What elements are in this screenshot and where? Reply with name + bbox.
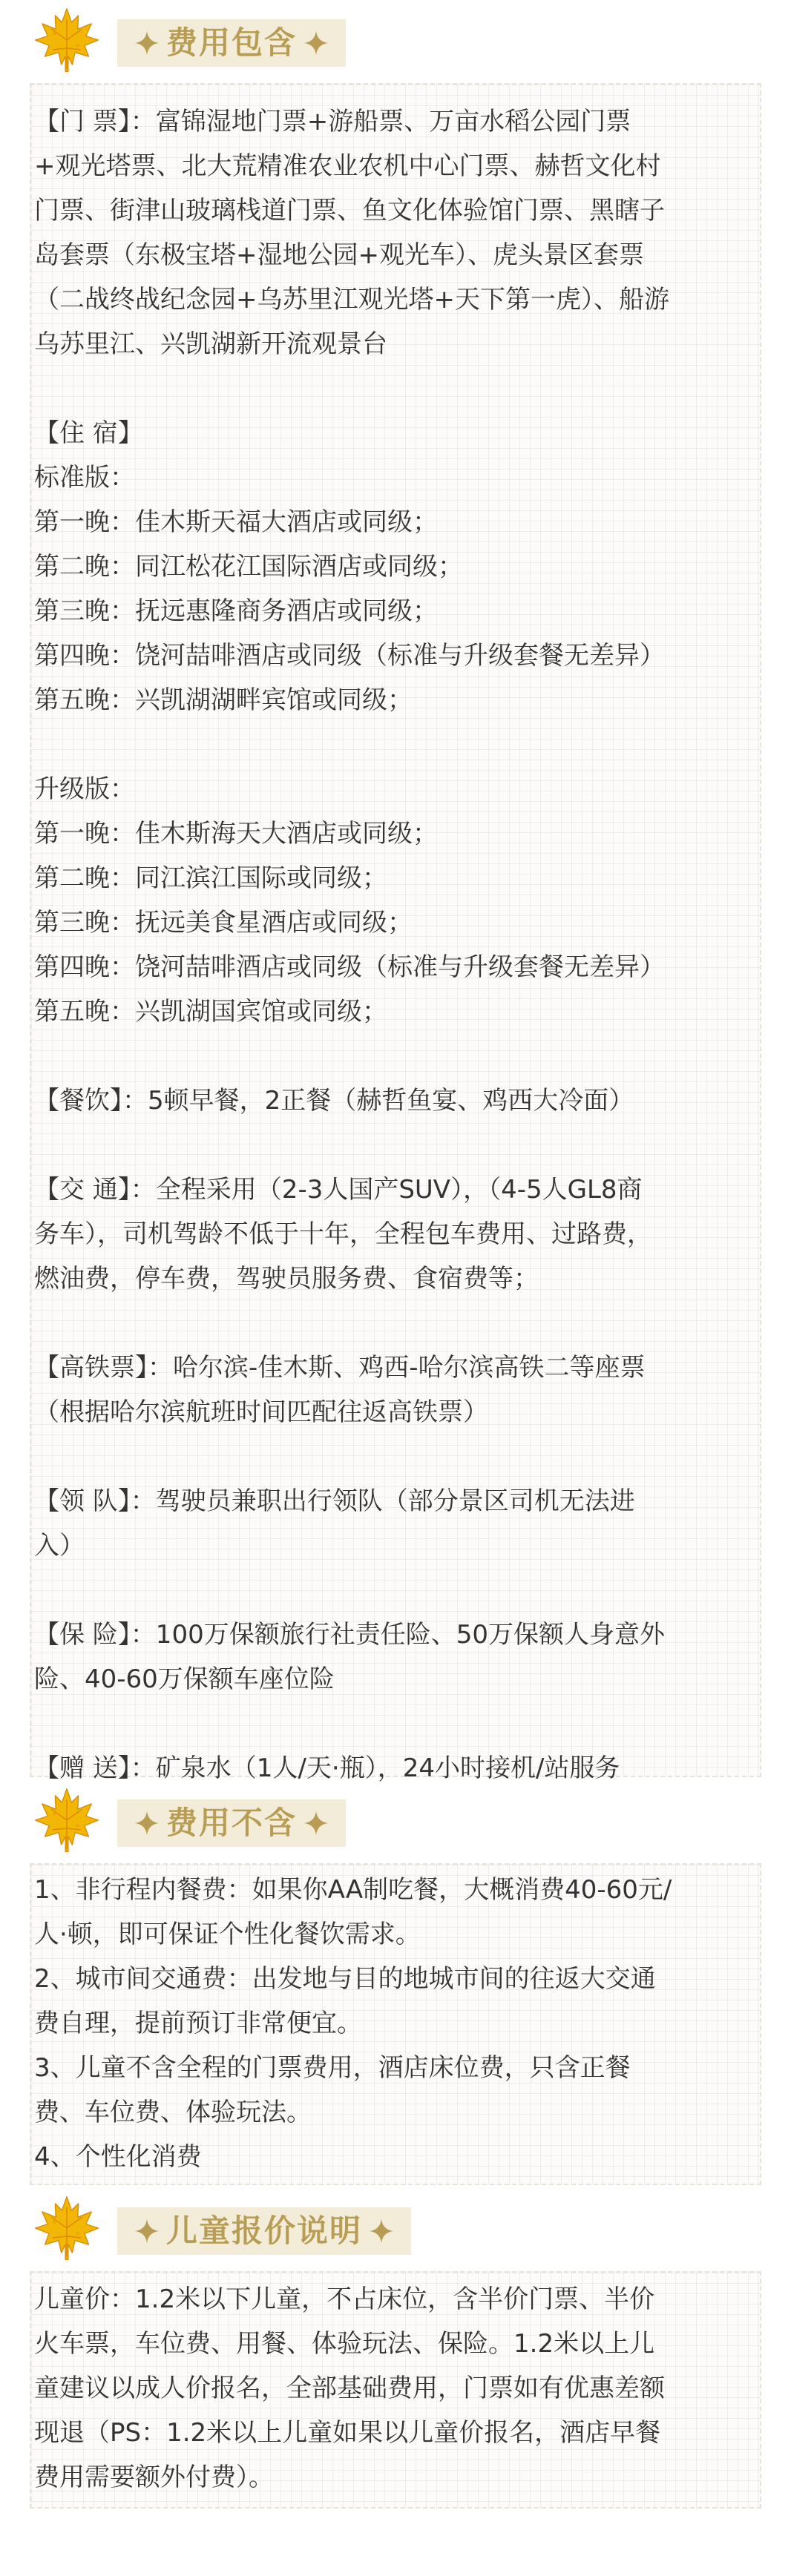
diamond-icon xyxy=(134,2218,160,2244)
diamond-icon xyxy=(134,1810,160,1837)
text-line: 人·顿，即可保证个性化餐饮需求。 xyxy=(34,1920,421,1949)
text-line: 第四晚：饶河喆啡酒店或同级（标准与升级套餐无差异） xyxy=(34,641,665,671)
maple-leaf-icon xyxy=(33,1786,101,1854)
maple-leaf-icon xyxy=(33,6,101,74)
text-line: 【高铁票】：哈尔滨-佳木斯、鸡西-哈尔滨高铁二等座票 xyxy=(34,1353,646,1383)
text-line: 【保 险】：100万保额旅行社责任险、50万保额人身意外 xyxy=(34,1620,665,1650)
diamond-icon xyxy=(134,30,160,56)
text-line: 第五晚：兴凯湖湖畔宾馆或同级； xyxy=(34,685,413,715)
blank-line xyxy=(34,1034,758,1078)
text-line: 【门 票】：富锦湿地门票+游船票、万亩水稻公园门票 xyxy=(34,107,631,136)
text-line: 火车票，车位费、用餐、体验玩法、保险。1.2米以上儿 xyxy=(34,2329,655,2359)
text-line: 费、车位费、体验玩法。 xyxy=(34,2098,312,2127)
text-line: （二战终战纪念园+乌苏里江观光塔+天下第一虎）、船游 xyxy=(34,285,669,314)
text-line: 岛套票（东极宝塔+湿地公园+观光车）、虎头景区套票 xyxy=(34,240,644,270)
text-line: 儿童价：1.2米以下儿童，不占床位，含半价门票、半价 xyxy=(34,2285,655,2314)
section-title: 儿童报价说明 xyxy=(166,2213,363,2249)
text-line: 第三晚：抚远惠隆商务酒店或同级； xyxy=(34,596,438,626)
blank-line xyxy=(34,366,758,411)
text-line: 【住 宿】 xyxy=(34,418,143,448)
text-line: +观光塔票、北大荒精准农业农机中心门票、赫哲文化村 xyxy=(34,151,661,181)
blank-line xyxy=(34,1123,758,1167)
text-line: 升级版： xyxy=(34,774,135,804)
section-title: 费用不含 xyxy=(166,1805,298,1841)
section-title-box xyxy=(117,19,346,67)
text-line: 【交 通】：全程采用（2-3人国产SUV），（4-5人GL8商 xyxy=(34,1175,643,1205)
text-line: 【领 队】：驾驶员兼职出行领队（部分景区司机无法进 xyxy=(34,1486,635,1516)
text-line: 费用需要额外付费）。 xyxy=(34,2463,274,2492)
section-title-box xyxy=(117,2207,411,2255)
text-line: 第一晚：佳木斯天福大酒店或同级； xyxy=(34,507,438,537)
text-line: 标准版： xyxy=(34,463,135,493)
text-line: 童建议以成人价报名，全部基础费用，门票如有优惠差额 xyxy=(34,2374,665,2403)
text-line: 【餐饮】：5顿早餐，2正餐（赫哲鱼宴、鸡西大冷面） xyxy=(34,1086,634,1116)
text-line: 燃油费，停车费，驾驶员服务费、食宿费等； xyxy=(34,1264,539,1294)
child-price-content xyxy=(30,2271,761,2509)
text-line: 2、城市间交通费：出发地与目的地城市间的往返大交通 xyxy=(34,1964,656,1994)
section-title-box xyxy=(117,1799,346,1847)
text-line: 入） xyxy=(34,1531,85,1561)
text-line: 3、儿童不含全程的门票费用，酒店床位费，只含正餐 xyxy=(34,2053,631,2083)
text-line: 务车），司机驾龄不低于十年，全程包车费用、过路费， xyxy=(34,1219,652,1249)
text-line: 第一晚：佳木斯海天大酒店或同级； xyxy=(34,819,438,849)
section-header-child-price xyxy=(33,2191,775,2265)
blank-line xyxy=(34,1301,758,1345)
text-line: 【赠 送】：矿泉水（1人/天·瓶），24小时接机/站服务 xyxy=(34,1753,620,1783)
text-line: 现退（PS：1.2米以上儿童如果以儿童价报名，酒店早餐 xyxy=(34,2418,661,2448)
section-header-fee-included xyxy=(33,3,775,77)
fee-excluded-content xyxy=(30,1863,761,2185)
text-line: 第三晚：抚远美食星酒店或同级； xyxy=(34,908,413,938)
text-line: 费自理，提前预订非常便宜。 xyxy=(34,2009,362,2038)
text-line: 第五晚：兴凯湖国宾馆或同级； xyxy=(34,997,387,1027)
diamond-icon xyxy=(303,1810,329,1837)
text-line: 第二晚：同江滨江国际或同级； xyxy=(34,863,387,893)
section-title: 费用包含 xyxy=(166,24,298,61)
text-line: 第二晚：同江松花江国际酒店或同级； xyxy=(34,552,463,582)
text-line: 1、非行程内餐费：如果你AA制吃餐，大概消费40-60元/ xyxy=(34,1875,672,1905)
text-line: 乌苏里江、兴凯湖新开流观景台 xyxy=(34,329,387,359)
blank-line xyxy=(34,1434,758,1479)
text-line: 险、40-60万保额车座位险 xyxy=(34,1664,335,1694)
text-line: 第四晚：饶河喆啡酒店或同级（标准与升级套餐无差异） xyxy=(34,952,665,982)
blank-line xyxy=(34,1702,758,1746)
diamond-icon xyxy=(368,2218,395,2244)
blank-line xyxy=(34,722,758,767)
blank-line xyxy=(34,1568,758,1613)
text-line: 4、个性化消费 xyxy=(34,2142,202,2172)
text-line: 门票、街津山玻璃栈道门票、鱼文化体验馆门票、黑瞎子 xyxy=(34,196,665,225)
text-line: （根据哈尔滨航班时间匹配往返高铁票） xyxy=(34,1397,488,1427)
maple-leaf-icon xyxy=(33,2194,101,2262)
fee-included-content xyxy=(30,83,761,1783)
section-header-fee-excluded xyxy=(33,1783,775,1857)
diamond-icon xyxy=(303,30,329,56)
